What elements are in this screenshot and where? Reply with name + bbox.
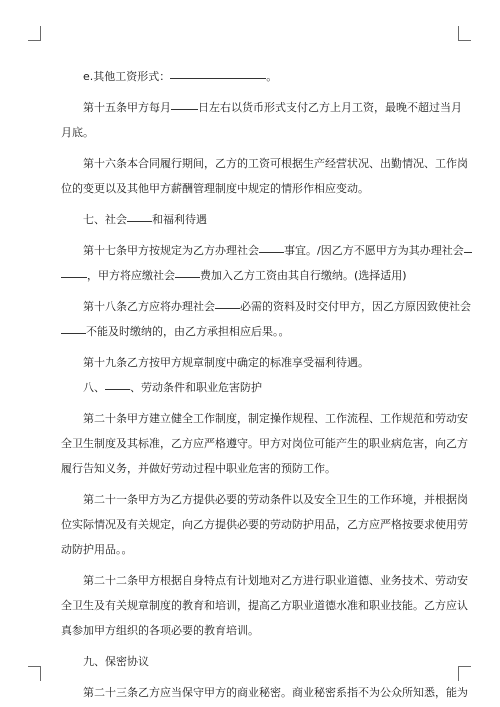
text-segment: 动防护用品。。 (61, 543, 133, 556)
fill-in-blank (175, 263, 200, 278)
text-segment: 第十五条甲方每月 (83, 101, 171, 114)
text-segment: 全卫生及有关规章制度的教育和培训，提高乙方职业道德水准和职业技能。乙方应认 (61, 599, 468, 612)
text-segment: 费加入乙方工资由其自行缴纳。(选择适用) (200, 269, 407, 282)
article-16-line-1 (61, 151, 468, 176)
text-segment: 和福利待遇 (152, 213, 207, 226)
article-22-line-1 (61, 568, 468, 593)
text-segment: 。 (266, 70, 278, 83)
text-segment: 第二十条甲方建立健全工作制度，制定操作规程、工作流程、工作规范和劳动安 (83, 412, 468, 425)
text-segment: 位实际情况及有关规定，向乙方提供必要的劳动防护用品，乙方应严格按要求使用劳 (61, 518, 468, 531)
text-segment: 真参加甲方组织的各项必要的教育培训。 (61, 624, 259, 637)
article-21-line-2 (61, 512, 468, 537)
text-segment: 七、社会 (83, 213, 127, 226)
text-segment: 第二十二条甲方根据自身特点有计划地对乙方进行职业道德、业务技术、劳动安 (83, 574, 468, 587)
article-16-line-2 (61, 176, 446, 201)
article-22-line-2 (61, 593, 468, 618)
section-7-heading (61, 207, 446, 232)
fill-in-blank (61, 263, 87, 278)
crop-mark-top-left (28, 26, 41, 41)
article-22-line-3 (61, 618, 446, 643)
article-15-line-2 (61, 120, 446, 145)
article-23-line-1 (61, 680, 468, 705)
fill-in-blank (215, 294, 240, 309)
fill-in-blank (105, 375, 130, 390)
fill-in-blank (464, 238, 472, 253)
other-wage-form-line (61, 64, 446, 89)
crop-mark-bottom-left (28, 666, 41, 681)
crop-mark-top-right (458, 26, 471, 41)
text-segment: 九、保密协议 (83, 655, 149, 668)
fill-in-blank (127, 207, 152, 222)
text-segment: 第二十三条乙方应当保守甲方的商业秘密。商业秘密系指不为公众所知悉，能为 (83, 686, 468, 699)
article-20-line-3 (61, 456, 446, 481)
article-15-line-1 (61, 95, 462, 120)
article-18-line-1 (61, 294, 471, 319)
text-segment: 第十九条乙方按甲方规章制度中确定的标准享受福利待遇。 (83, 356, 369, 369)
section-9-heading (61, 649, 446, 674)
article-20-line-1 (61, 406, 468, 431)
text-segment: 事宜。/因乙方不愿甲方为其办理社会 (284, 244, 464, 257)
text-segment: 八、 (83, 381, 105, 394)
article-18-line-2 (61, 319, 446, 344)
text-segment: 第十七条甲方按规定为乙方办理社会 (83, 244, 259, 257)
text-segment: 第十六条本合同履行期间，乙方的工资可根据生产经营状况、出勤情况、工作岗 (83, 157, 468, 170)
text-segment: 第十八条乙方应将办理社会 (83, 300, 215, 313)
document-body (61, 64, 471, 705)
fill-in-blank (171, 95, 198, 110)
article-17-line-2 (61, 263, 446, 288)
section-8-heading (61, 375, 446, 400)
article-21-line-1 (61, 487, 468, 512)
text-segment: 不能及时缴纳的，由乙方承担相应后果。。 (86, 325, 290, 338)
text-segment: 第二十一条甲方为乙方提供必要的劳动条件以及安全卫生的工作环境，并根据岗 (83, 493, 468, 506)
article-20-line-2 (61, 431, 468, 456)
fill-in-blank (61, 319, 86, 334)
fill-in-blank (259, 238, 284, 253)
text-segment: 全卫生制度及其标准，乙方应严格遵守。甲方对岗位可能产生的职业病危害，向乙方 (61, 437, 468, 450)
text-segment: 日左右以货币形式支付乙方上月工资，最晚不超过当月 (198, 101, 462, 114)
fill-in-blank (170, 64, 266, 79)
article-21-line-3 (61, 537, 446, 562)
text-segment: 必需的资料及时交付甲方，因乙方原因致使社会 (240, 300, 471, 313)
crop-mark-bottom-right (458, 666, 471, 681)
text-segment: 位的变更以及其他甲方薪酬管理制度中规定的情形作相应变动。 (61, 182, 369, 195)
article-17-line-1 (61, 238, 464, 263)
text-segment: e.其他工资形式： (83, 70, 171, 83)
article-19-line (61, 350, 446, 375)
text-segment: ，甲方将应缴社会 (87, 269, 175, 282)
text-segment: 履行告知义务，并做好劳动过程中职业危害的预防工作。 (61, 462, 336, 475)
text-segment: 、劳动条件和职业危害防护 (130, 381, 262, 394)
text-segment: 月底。 (61, 126, 94, 139)
